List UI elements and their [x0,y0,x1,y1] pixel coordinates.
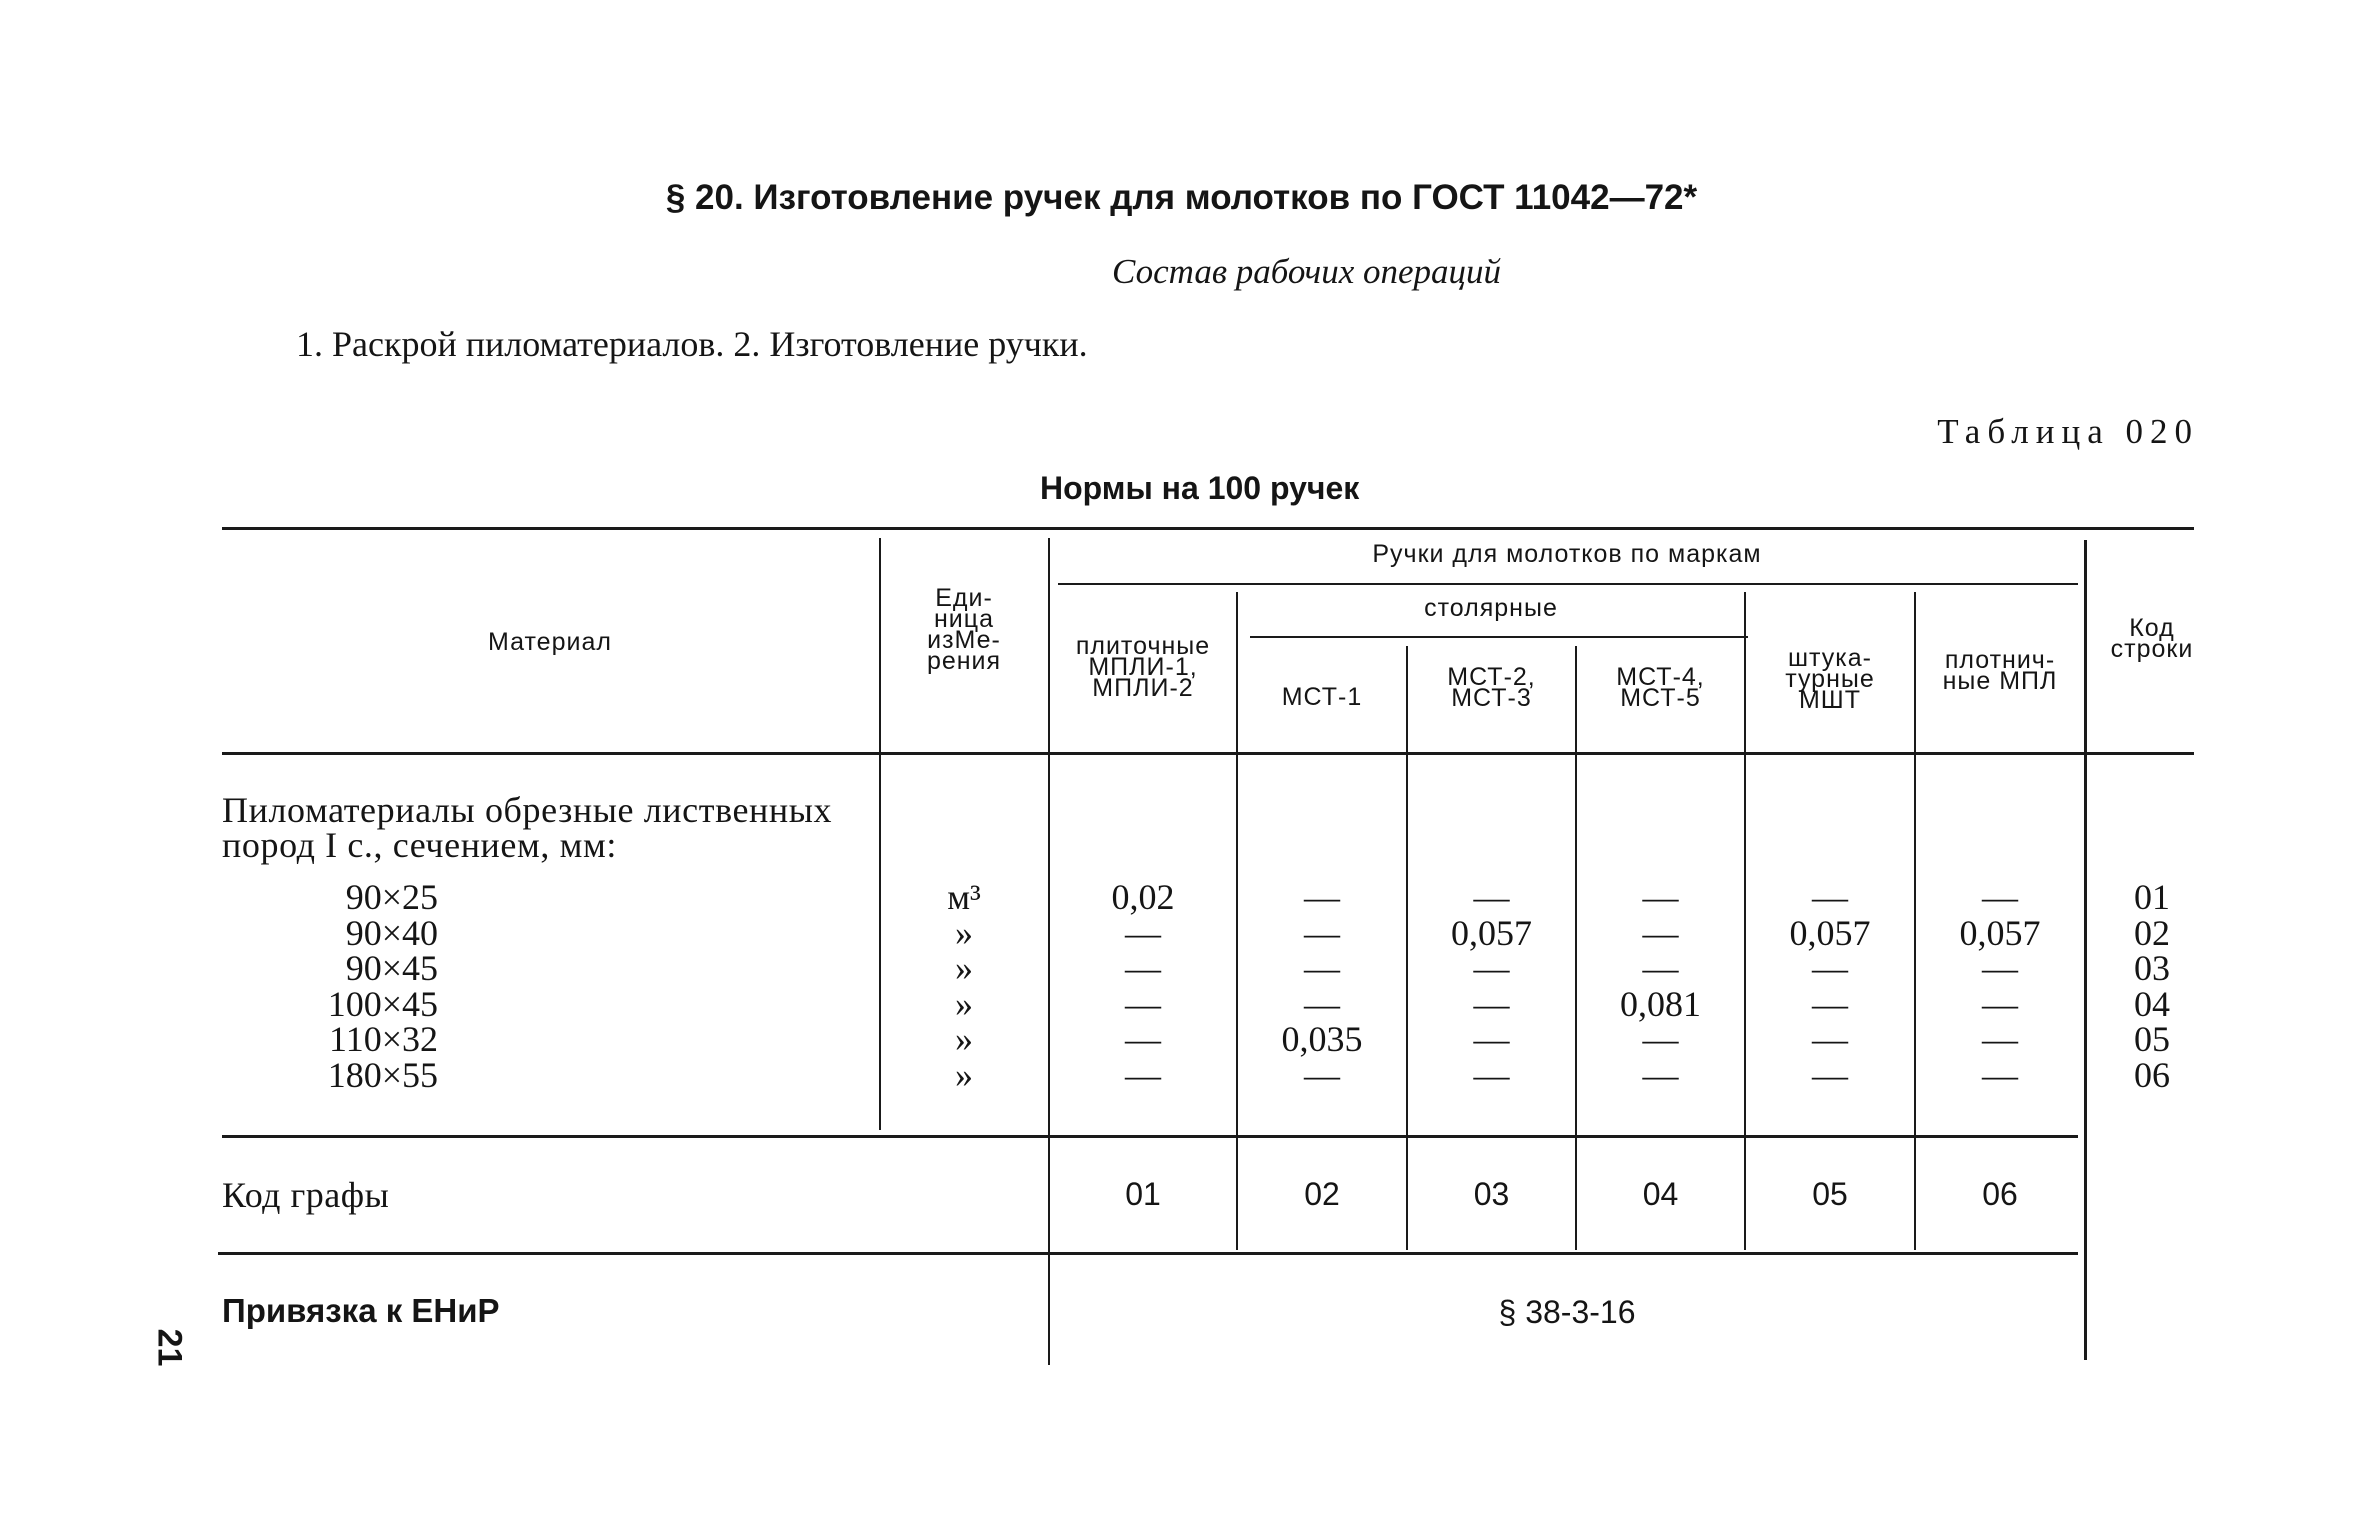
table-row-size: 90×40 [345,912,438,953]
header-bottom-rule [222,752,2194,755]
values-column-4: — — — 0,081 — — [1620,877,1701,1095]
header-unit: Еди- ница изМе- рения [926,584,1002,675]
values-column-1: 0,02 — — — — — [1111,877,1175,1095]
values-column-6: — 0,057 — — — — [1959,877,2041,1095]
page-number: 21 [150,1328,189,1367]
column-code: 01 [1125,1176,1161,1212]
values-column-2: — — — — 0,035 — [1281,877,1363,1095]
header-joinery: столярные [1424,594,1558,622]
group-header-rule [1058,583,2078,585]
column-code: 02 [1304,1176,1340,1212]
table-row-size: 180×55 [327,1054,438,1095]
header-col-4: МСТ-4, МСТ-5 [1616,663,1705,712]
subtitle: Состав рабочих операций [1112,252,1502,291]
column-code: 05 [1812,1176,1848,1212]
column-code: 03 [1473,1176,1510,1212]
table-row-size: 110×32 [329,1019,438,1059]
operations-text: 1. Раскрой пиломатериалов. 2. Изготовление ручки. [296,324,1088,364]
data-bottom-rule [222,1135,2078,1138]
header-col-6: плотнич- ные МПЛ [1942,646,2058,695]
table-top-rule [222,527,2194,530]
header-code: Код строки [2110,614,2194,663]
values-column-3: — 0,057 — — — — [1451,877,1532,1095]
row-codes-column: 01 02 03 04 05 06 [2134,877,2170,1095]
material-heading: Пиломатериалы обрезные лиственных пород I с., сечением, мм: [222,790,833,865]
table-row-size: 90×25 [345,877,438,917]
codes-bottom-rule [218,1252,2078,1255]
table-row-size: 100×45 [327,983,438,1024]
column-code: 04 [1642,1176,1679,1212]
sizes-column [268,877,438,1095]
table-label: Таблица 020 [1937,412,2199,451]
table-title: Нормы на 100 ручек [1040,470,1360,506]
values-column-5: — 0,057 — — — — [1789,877,1871,1095]
header-col-3: МСТ-2, МСТ-3 [1447,663,1536,712]
header-material: Материал [488,628,612,656]
units-column: м³ » » » » » [947,877,981,1095]
header-col-1: плиточные МПЛИ-1, МПЛИ-2 [1075,632,1211,702]
header-group: Ручки для молотков по маркам [1372,540,1762,568]
header-col-5: штука- турные МШТ [1785,644,1875,714]
reference-label: Привязка к ЕНиР [222,1292,500,1329]
table-row-size: 90×45 [345,948,438,988]
column-codes-label: Код графы [222,1175,390,1215]
header-col-2: МСТ-1 [1281,683,1363,711]
joinery-header-rule [1250,636,1748,638]
section-title: § 20. Изготовление ручек для молотков по ГОСТ 11042—72* [665,178,1698,217]
column-code: 06 [1982,1176,2018,1212]
reference-value: § 38-3-16 [1498,1294,1636,1330]
